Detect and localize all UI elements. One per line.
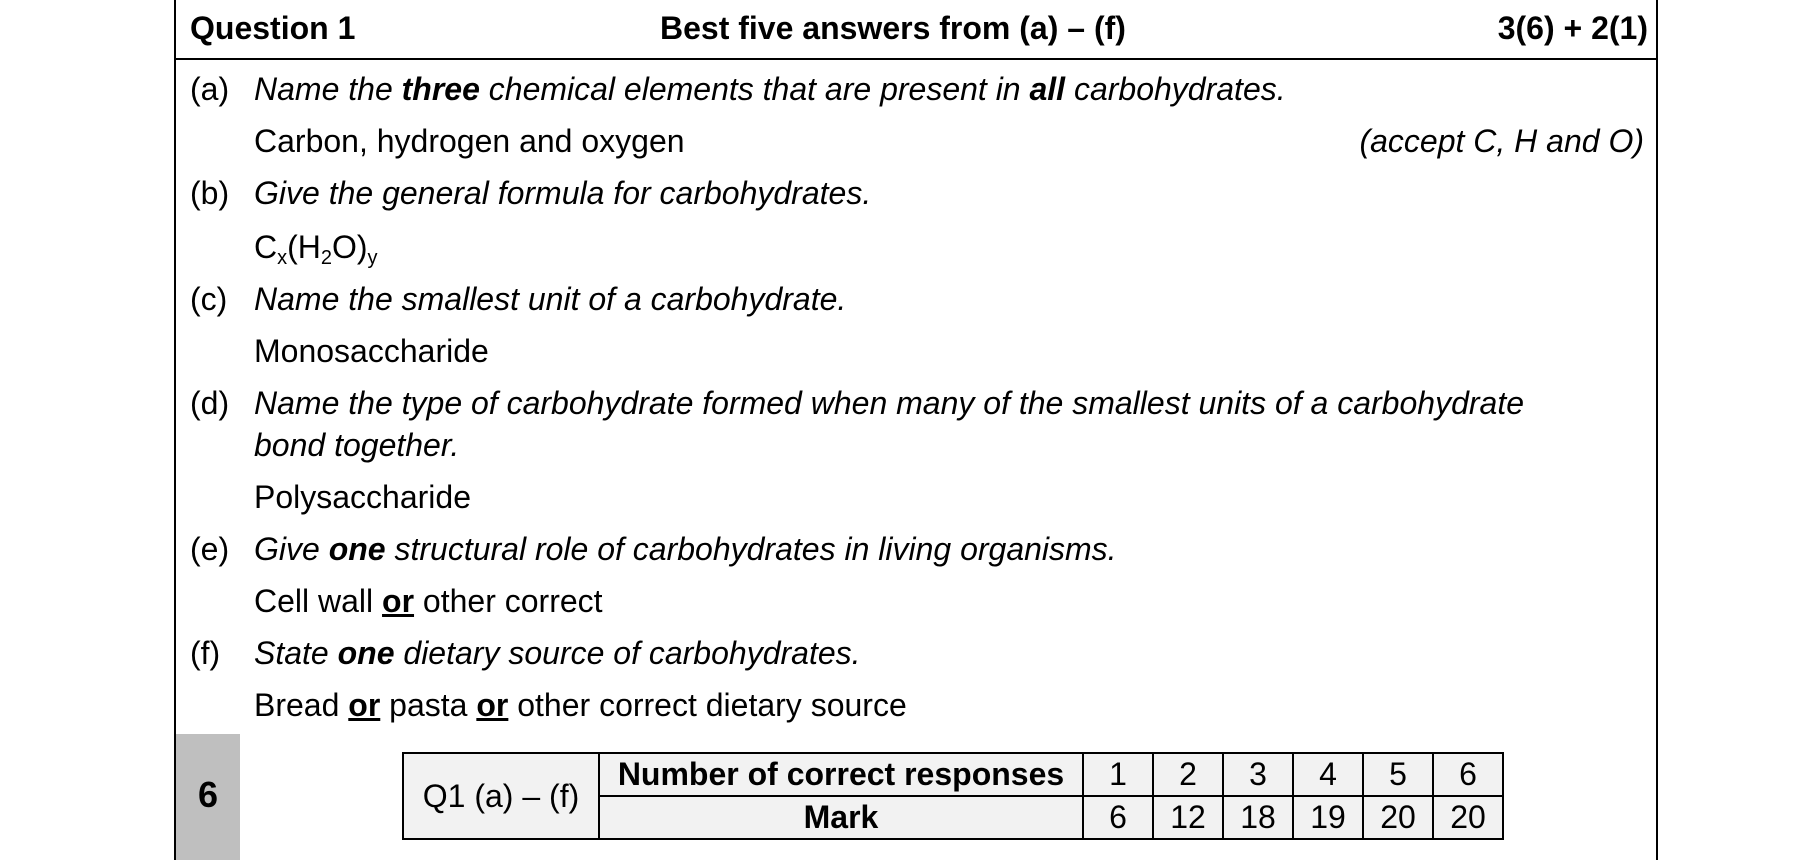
item-letter: (b): [190, 175, 230, 211]
mark-value: 18: [1223, 796, 1293, 839]
item-question: Name the smallest unit of a carbohydrate.: [254, 281, 847, 317]
response-count: 6: [1433, 753, 1503, 796]
table-label: Q1 (a) – (f): [403, 753, 599, 839]
responses-header: Number of correct responses: [599, 753, 1083, 796]
response-count: 5: [1363, 753, 1433, 796]
table-row: [403, 753, 1503, 796]
item-answer: Cell wall or other correct: [254, 583, 603, 619]
mark-value: 20: [1433, 796, 1503, 839]
question-marks: 3(6) + 2(1): [1497, 10, 1648, 46]
marking-scheme-sheet: [174, 0, 1658, 860]
item-answer: Polysaccharide: [254, 479, 471, 515]
item-letter: (a): [190, 71, 230, 107]
item-answer: Carbon, hydrogen and oxygen: [254, 123, 685, 159]
question-header: [176, 0, 1656, 60]
item-letter: (d): [190, 385, 230, 421]
question-instruction: Best five answers from (a) – (f): [660, 10, 1126, 46]
mark-value: 19: [1293, 796, 1363, 839]
mark-allocation-table: [402, 752, 1504, 840]
item-question: Give one structural role of carbohydrates in living organisms.: [254, 531, 1117, 567]
item-letter: (e): [190, 531, 230, 567]
total-marks-box: [176, 734, 240, 860]
item-answer: Bread or pasta or other correct dietary source: [254, 687, 907, 723]
response-count: 2: [1153, 753, 1223, 796]
accept-note: (accept C, H and O): [1359, 123, 1644, 159]
item-question: State one dietary source of carbohydrates.: [254, 635, 861, 671]
question-title: Question 1: [190, 10, 356, 46]
response-count: 1: [1083, 753, 1153, 796]
item-question: Name the three chemical elements that are present in all carbohydrates.: [254, 71, 1286, 107]
item-answer: Monosaccharide: [254, 333, 489, 369]
response-count: 3: [1223, 753, 1293, 796]
item-question-continued: bond together.: [254, 427, 460, 463]
total-marks-value: 6: [197, 774, 219, 815]
mark-value: 20: [1363, 796, 1433, 839]
item-letter: (c): [190, 281, 228, 317]
response-count: 4: [1293, 753, 1363, 796]
item-question: Give the general formula for carbohydrates.: [254, 175, 872, 211]
mark-value: 12: [1153, 796, 1223, 839]
item-question: Name the type of carbohydrate formed when many of the smallest units of a carbohydrate: [254, 385, 1524, 421]
item-letter: (f): [190, 635, 221, 671]
mark-header: Mark: [599, 796, 1083, 839]
mark-value: 6: [1083, 796, 1153, 839]
general-formula: $C_x(H_2O)_y$: [254, 229, 378, 269]
